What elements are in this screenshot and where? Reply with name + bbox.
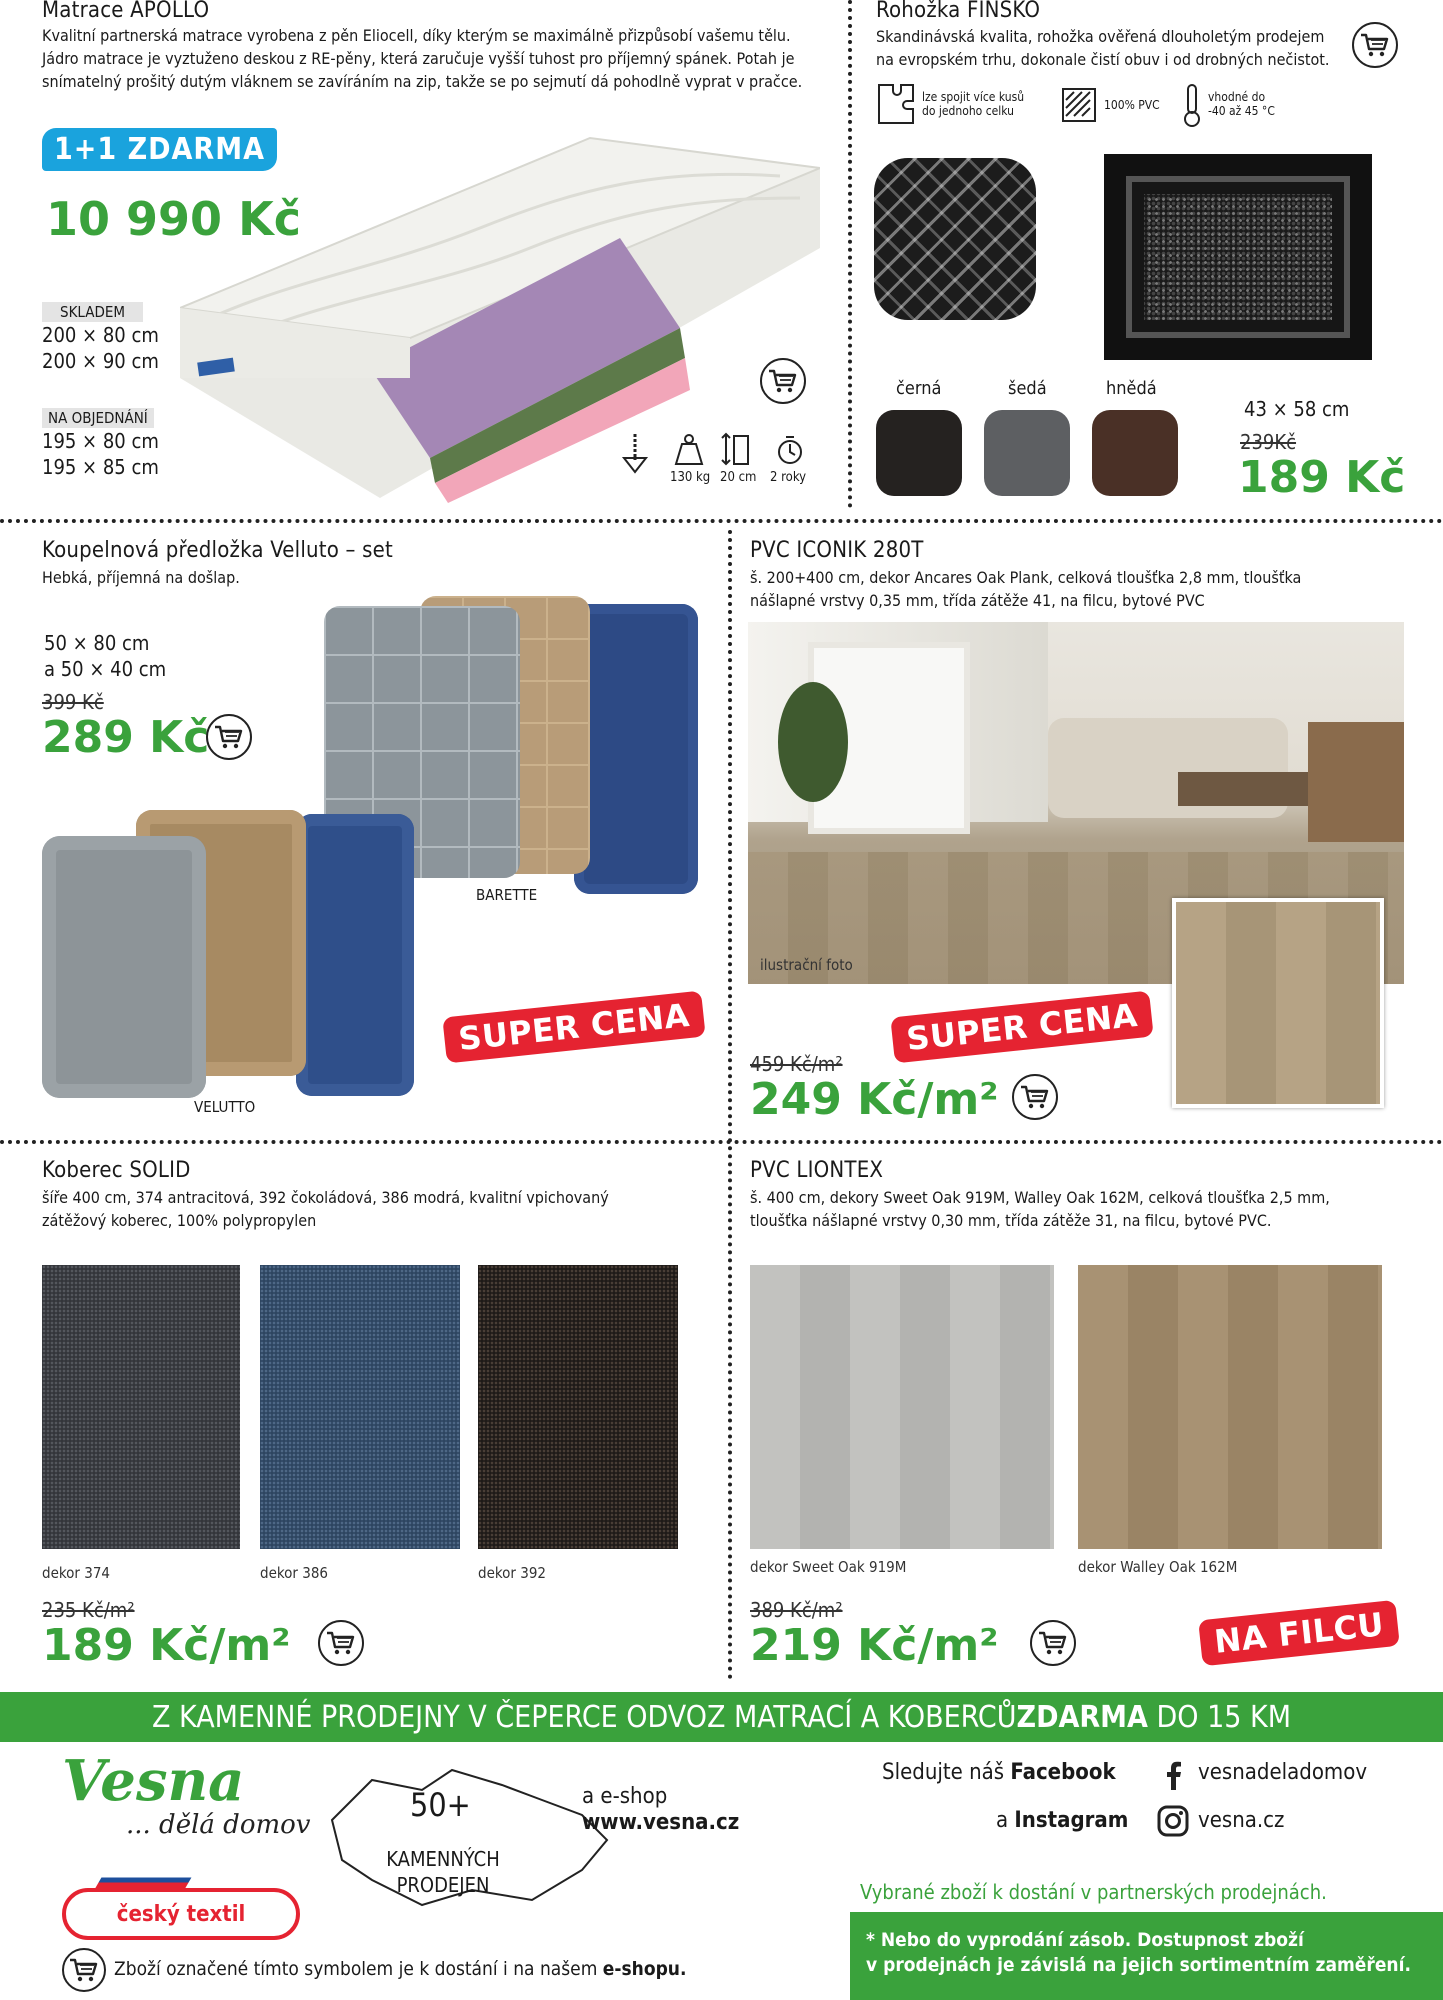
follow-text: Sledujte náš [882, 1760, 1011, 1785]
feature-pvc: 100% PVC [1104, 98, 1160, 112]
color-label-grey: šedá [1008, 378, 1047, 399]
velutto-blue-mat [296, 814, 414, 1096]
product-price: 189 Kč [1238, 452, 1406, 503]
cesky-textil-logo [62, 1888, 300, 1940]
old-price: 239Kč [1240, 430, 1297, 454]
banner-text: Z KAMENNÉ PRODEJNY V ČEPERCE ODVOZ MATRACÍ A KOBERCŮ [152, 1699, 1017, 1735]
eshop-cart-icon[interactable] [760, 358, 806, 404]
old-price: 399 Kč [42, 690, 104, 714]
divider-vertical-middle [728, 530, 732, 1680]
decor-caption: dekor 374 [42, 1564, 110, 1582]
product-title: PVC ICONIK 280T [750, 538, 924, 563]
follow-bold: Facebook [1010, 1760, 1116, 1785]
height-icon [720, 432, 754, 466]
stock-note-line: * Nebo do vyprodání zásob. Dostupnost zboží [866, 1929, 1304, 1951]
product-size: 50 × 80 cm [44, 631, 150, 655]
order-tag: NA OBJEDNÁNÍ [42, 408, 154, 428]
carpet-swatch-386 [260, 1265, 460, 1549]
banner-bold: ZDARMA [1016, 1699, 1148, 1735]
stores-line: KAMENNÝCH [386, 1847, 500, 1871]
old-price: 389 Kč/m² [750, 1598, 843, 1622]
description-line: nášlapné vrstvy 0,35 mm, třída zátěže 41, na filcu, bytové PVC [750, 591, 1205, 610]
product-price: 189 Kč/m² [42, 1620, 291, 1671]
stores-label [378, 1846, 508, 1898]
eshop-note [114, 1958, 686, 1980]
eshop-cart-icon[interactable] [206, 714, 252, 760]
color-label-brown: hnědá [1106, 378, 1157, 399]
floor-sample-image [1172, 898, 1384, 1108]
stock-note-box [850, 1912, 1443, 2000]
old-price: 235 Kč/m² [42, 1598, 135, 1622]
floor-swatch-walley-oak [1078, 1265, 1382, 1549]
description-line: zátěžový koberec, 100% polypropylen [42, 1211, 317, 1230]
facebook-icon[interactable] [1162, 1760, 1184, 1790]
color-label-black: černá [896, 378, 942, 399]
product-price: 219 Kč/m² [750, 1620, 999, 1671]
description-line: šíře 400 cm, 374 antracitová, 392 čokoládová, 386 modrá, kvalitní vpichovaný [42, 1188, 609, 1207]
description-line: š. 400 cm, dekory Sweet Oak 919M, Walley Oak 162M, celková tloušťka 2,5 mm, [750, 1188, 1330, 1207]
promo-badge: 1+1 ZDARMA [42, 128, 277, 171]
product-title: PVC LIONTEX [750, 1158, 884, 1183]
description-line: na evropském trhu, dokonale čistí obuv i od drobných nečistot. [876, 50, 1330, 69]
stock-size: 200 × 90 cm [42, 349, 159, 373]
stock-note-line: v prodejnách je závislá na jejich sortimentním zaměření. [866, 1954, 1411, 1976]
color-swatch-grey[interactable] [984, 410, 1070, 496]
cesky-textil-text: český textil [116, 1901, 246, 1927]
product-description [42, 24, 802, 93]
product-title: Koupelnová předložka Velluto – set [42, 538, 393, 563]
photo-caption: ilustrační foto [760, 956, 853, 974]
feature-temperature [1208, 90, 1275, 118]
note-bold: e-shopu. [602, 1958, 687, 1980]
description-line: Kvalitní partnerská matrace vyrobena z pěn Eliocell, díky kterým se maximálně přizpůsobí vašemu tělu. [42, 26, 791, 45]
eshop-cart-icon[interactable] [1030, 1620, 1076, 1666]
feature-warranty: 2 roky [770, 470, 807, 485]
instagram-icon[interactable] [1156, 1804, 1190, 1838]
pvc-icon [1060, 86, 1098, 124]
warranty-icon [774, 434, 806, 466]
decor-caption: dekor Walley Oak 162M [1078, 1558, 1238, 1576]
product-description [42, 1186, 609, 1232]
color-swatch-black[interactable] [876, 410, 962, 496]
vesna-tagline: ... dělá domov [126, 1810, 311, 1840]
weight-icon [672, 432, 706, 466]
eshop-cart-icon[interactable] [1352, 22, 1398, 68]
product-price: 10 990 Kč [46, 192, 301, 246]
feature-height: 20 cm [720, 470, 757, 485]
feature-text: lze spojit více kusů [922, 90, 1025, 104]
feature-connect [922, 90, 1024, 118]
follow-bold: Instagram [1014, 1808, 1129, 1833]
instagram-handle[interactable]: vesna.cz [1198, 1808, 1285, 1833]
product-price: 249 Kč/m² [750, 1074, 999, 1125]
label-velutto: VELUTTO [194, 1098, 256, 1116]
floor-swatch-sweet-oak [750, 1265, 1054, 1549]
order-size: 195 × 85 cm [42, 455, 159, 479]
feature-text: -40 až 45 °C [1208, 104, 1275, 118]
product-price: 289 Kč [42, 712, 210, 763]
feature-weight: 130 kg [670, 470, 711, 485]
mat-full-image [1104, 154, 1372, 360]
mat-detail-image [874, 158, 1036, 320]
carpet-swatch-374 [42, 1265, 240, 1549]
divider-vertical-top [848, 0, 852, 508]
super-price-badge: SUPER CENA [890, 991, 1153, 1064]
facebook-handle[interactable]: vesnadeladomov [1198, 1760, 1368, 1785]
order-size: 195 × 80 cm [42, 429, 159, 453]
velutto-grey-mat [42, 836, 206, 1098]
feature-text: vhodné do [1208, 90, 1266, 104]
label-barette: BARETTE [476, 886, 538, 904]
product-size: a 50 × 40 cm [44, 657, 167, 681]
product-title: Rohožka FINSKO [876, 0, 1041, 23]
eshop-cart-icon [62, 1948, 106, 1992]
description-line: tloušťka nášlapné vrstvy 0,30 mm, třída zátěže 31, na filcu, bytové PVC. [750, 1211, 1272, 1230]
follow-instagram [996, 1808, 1128, 1833]
zipper-icon [618, 432, 652, 476]
decor-caption: dekor 386 [260, 1564, 328, 1582]
banner-text: DO 15 KM [1147, 1699, 1291, 1735]
divider-horizontal-2 [0, 1140, 1443, 1144]
carpet-swatch-392 [478, 1265, 678, 1549]
description-line: š. 200+400 cm, dekor Ancares Oak Plank, celková tloušťka 2,8 mm, tloušťka [750, 568, 1302, 587]
barette-blue-mat [574, 604, 698, 894]
old-price: 459 Kč/m² [750, 1052, 843, 1076]
eshop-link[interactable]: www.vesna.cz [582, 1810, 740, 1835]
decor-caption: dekor 392 [478, 1564, 546, 1582]
description-line: snímatelný prošitý dutým vláknem se zavíráním na zip, takže se po sejmutí dá pohodlně vyprat v pračce. [42, 72, 803, 91]
description-line: Skandinávská kvalita, rohožka ověřená dlouholetým prodejem [876, 27, 1325, 46]
vesna-logo: Vesna [62, 1748, 245, 1814]
free-delivery-banner [0, 1692, 1443, 1742]
divider-horizontal-1 [0, 519, 1443, 523]
follow-facebook [882, 1760, 1116, 1785]
eshop-cart-icon[interactable] [318, 1620, 364, 1666]
follow-text: a [996, 1808, 1015, 1833]
felt-badge: NA FILCU [1198, 1600, 1400, 1666]
eshop-cart-icon[interactable] [1012, 1074, 1058, 1120]
decor-caption: dekor Sweet Oak 919M [750, 1558, 907, 1576]
partner-note: Vybrané zboží k dostání v partnerských prodejnách. [860, 1880, 1327, 1904]
stock-block [42, 302, 159, 374]
description-line: Jádro matrace je vyztuženo deskou z RE-pěny, která zaručuje vyšší tuhost pro příjemný spánek. Potah je [42, 49, 795, 68]
order-block [42, 408, 159, 480]
product-title: Koberec SOLID [42, 1158, 191, 1183]
product-description [876, 25, 1330, 71]
stock-size: 200 × 80 cm [42, 323, 159, 347]
color-swatch-brown[interactable] [1092, 410, 1178, 496]
puzzle-icon [876, 82, 916, 126]
eshop-label: a e-shop [582, 1784, 668, 1809]
note-text: Zboží označené tímto symbolem je k dostání i na našem [114, 1958, 603, 1980]
flag-stripe [95, 1872, 194, 1888]
product-description [750, 1186, 1330, 1232]
product-title: Matrace APOLLO [42, 0, 210, 23]
product-size: 43 × 58 cm [1244, 397, 1350, 421]
feature-text: do jednoho celku [922, 104, 1015, 118]
stock-tag: SKLADEM [42, 302, 143, 322]
stores-count: 50+ [410, 1786, 471, 1824]
stores-line: PRODEJEN [396, 1873, 490, 1897]
product-description: Hebká, příjemná na došlap. [42, 568, 240, 587]
thermometer-icon [1180, 82, 1204, 128]
product-description [750, 566, 1301, 612]
super-price-badge: SUPER CENA [442, 991, 705, 1064]
